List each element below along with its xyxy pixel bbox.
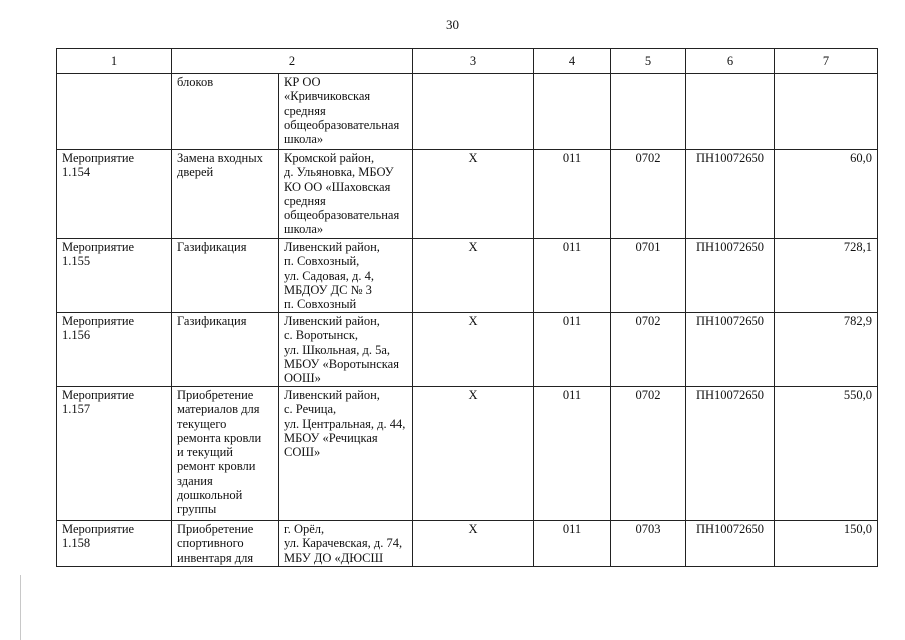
col6-cell: ПН10072650 [686, 150, 775, 239]
col6-cell: ПН10072650 [686, 239, 775, 313]
name-cell: Замена входных дверей [172, 150, 279, 239]
table-body [57, 49, 878, 567]
name-cell: блоков [172, 74, 279, 150]
event-cell: Мероприятие 1.156 [57, 313, 172, 387]
table-row [57, 313, 878, 387]
header-cell: 1 [57, 49, 172, 74]
name-cell: Приобретение спортивного инвентаря для [172, 521, 279, 567]
name-cell: Газификация [172, 239, 279, 313]
col5-cell: 0701 [611, 239, 686, 313]
col3-cell: Х [413, 521, 534, 567]
name-cell: Газификация [172, 313, 279, 387]
header-cell: 2 [172, 49, 413, 74]
event-cell: Мероприятие 1.154 [57, 150, 172, 239]
event-cell: Мероприятие 1.155 [57, 239, 172, 313]
amount-cell: 60,0 [775, 150, 878, 239]
amount-cell: 728,1 [775, 239, 878, 313]
budget-table [56, 48, 878, 567]
table-header-row [57, 49, 878, 74]
col5-cell: 0702 [611, 387, 686, 521]
header-cell: 7 [775, 49, 878, 74]
table-row [57, 521, 878, 567]
col4-cell: 011 [534, 521, 611, 567]
table-row [57, 387, 878, 521]
event-cell: Мероприятие 1.157 [57, 387, 172, 521]
header-cell: 6 [686, 49, 775, 74]
page-number: 30 [446, 17, 459, 32]
location-cell: г. Орёл, ул. Карачевская, д. 74, МБУ ДО «ДЮСШ [279, 521, 413, 567]
col6-cell: ПН10072650 [686, 313, 775, 387]
col4-cell [534, 74, 611, 150]
amount-cell [775, 74, 878, 150]
location-cell: КР ОО «Кривчиковская средняя общеобразовательная школа» [279, 74, 413, 150]
col3-cell [413, 74, 534, 150]
col4-cell: 011 [534, 239, 611, 313]
header-cell: 4 [534, 49, 611, 74]
col5-cell: 0702 [611, 150, 686, 239]
col3-cell: Х [413, 150, 534, 239]
scan-margin-line [20, 575, 21, 640]
amount-cell: 550,0 [775, 387, 878, 521]
header-cell: 5 [611, 49, 686, 74]
table-row [57, 150, 878, 239]
col6-cell [686, 74, 775, 150]
col4-cell: 011 [534, 313, 611, 387]
col4-cell: 011 [534, 150, 611, 239]
location-cell: Ливенский район, п. Совхозный, ул. Садовая, д. 4, МБДОУ ДС № 3 п. Совхозный [279, 239, 413, 313]
col5-cell [611, 74, 686, 150]
col5-cell: 0702 [611, 313, 686, 387]
location-cell: Ливенский район, с. Речица, ул. Центральная, д. 44, МБОУ «Речицкая СОШ» [279, 387, 413, 521]
header-cell: 3 [413, 49, 534, 74]
amount-cell: 782,9 [775, 313, 878, 387]
col3-cell: Х [413, 387, 534, 521]
name-cell: Приобретение материалов для текущего ремонта кровли и текущий ремонт кровли здания дошкольной группы [172, 387, 279, 521]
event-cell: Мероприятие 1.158 [57, 521, 172, 567]
location-cell: Ливенский район, с. Воротынск, ул. Школьная, д. 5а, МБОУ «Воротынская ООШ» [279, 313, 413, 387]
col6-cell: ПН10072650 [686, 387, 775, 521]
col4-cell: 011 [534, 387, 611, 521]
col5-cell: 0703 [611, 521, 686, 567]
col6-cell: ПН10072650 [686, 521, 775, 567]
event-cell [57, 74, 172, 150]
col3-cell: Х [413, 239, 534, 313]
col3-cell: Х [413, 313, 534, 387]
amount-cell: 150,0 [775, 521, 878, 567]
location-cell: Кромской район, д. Ульяновка, МБОУ КО ОО «Шаховская средняя общеобразовательная школа» [279, 150, 413, 239]
table-row [57, 239, 878, 313]
table-row [57, 74, 878, 150]
